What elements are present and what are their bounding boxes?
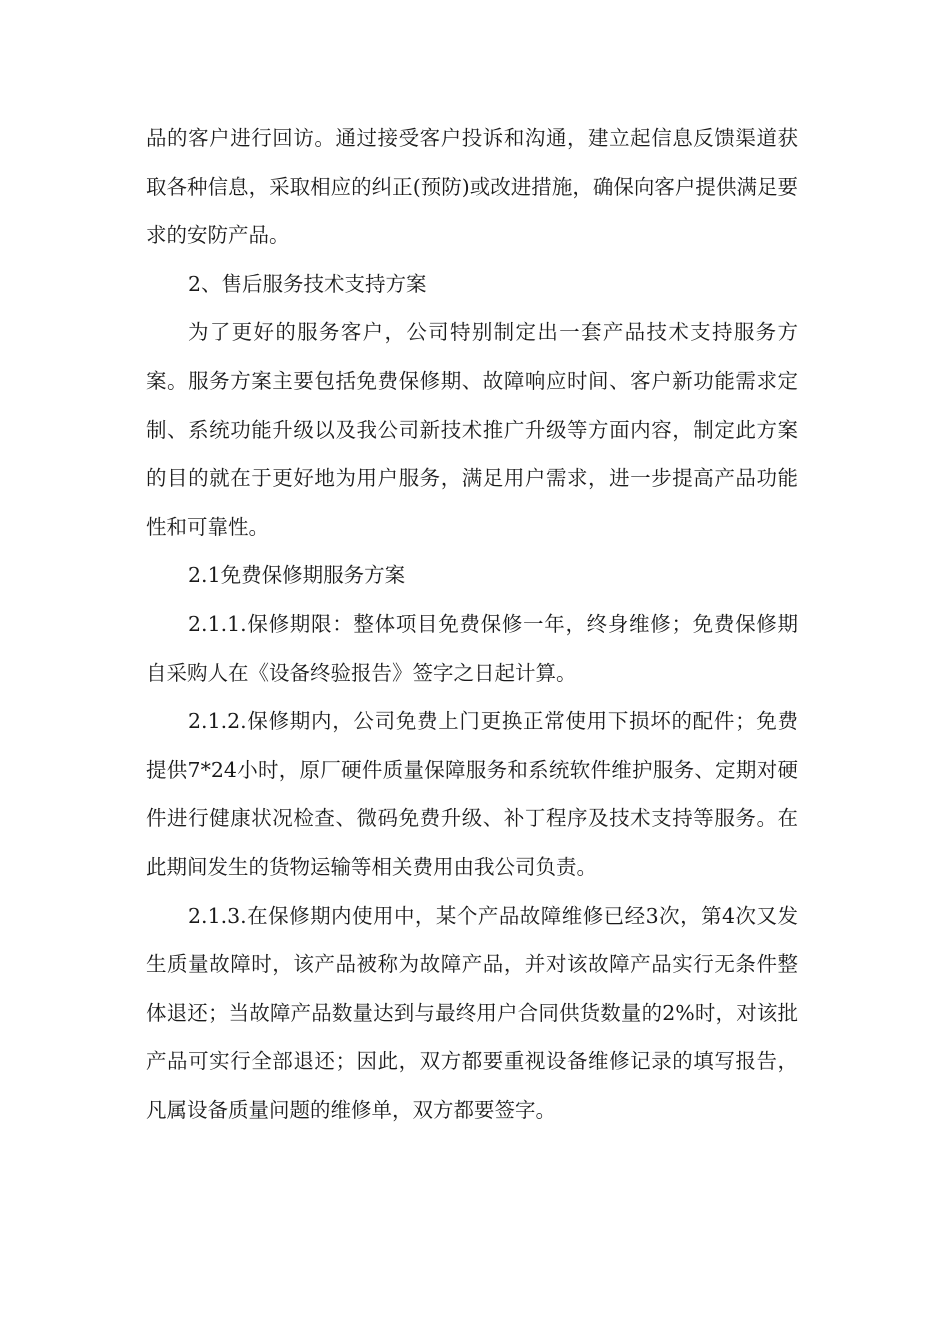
paragraph-continuation: 品的客户进行回访。通过接受客户投诉和沟通，建立起信息反馈渠道获取各种信息，采取相应的纠正(预防)或改进措施，确保向客户提供满足要求的安防产品。 [146, 126, 798, 248]
paragraph-2-1-1: 2.1.1.保修期限：整体项目免费保修一年，终身维修；免费保修期自采购人在《设备终验报告》签字之日起计算。 [146, 611, 798, 685]
paragraph-2-1-2: 2.1.2.保修期内，公司免费上门更换正常使用下损坏的配件；免费提供7*24小时，原厂硬件质量保障服务和系统软件维护服务、定期对硬件进行健康状况检查、微码免费升级、补丁程序及技术支持等服务。在此期间发生的货物运输等相关费用由我公司负责。 [146, 709, 798, 879]
document-body [146, 114, 798, 1134]
section-heading-2-1: 2.1免费保修期服务方案 [188, 563, 406, 588]
section-heading-2: 2、售后服务技术支持方案 [188, 271, 427, 296]
paragraph-2-1-3: 2.1.3.在保修期内使用中，某个产品故障维修已经3次，第4次又发生质量故障时，该产品被称为故障产品，并对该故障产品实行无条件整体退还；当故障产品数量达到与最终用户合同供货数量的2%时，对该批产品可实行全部退还；因此，双方都要重视设备维修记录的填写报告，凡属设备质量问题的维修单，双方都要签字。 [146, 903, 798, 1122]
paragraph-support-intro: 为了更好的服务客户，公司特别制定出一套产品技术支持服务方案。服务方案主要包括免费保修期、故障响应时间、客户新功能需求定制、系统功能升级以及我公司新技术推广升级等方面内容，制定此方案的目的就在于更好地为用户服务，满足用户需求，进一步提高产品功能性和可靠性。 [146, 320, 798, 539]
